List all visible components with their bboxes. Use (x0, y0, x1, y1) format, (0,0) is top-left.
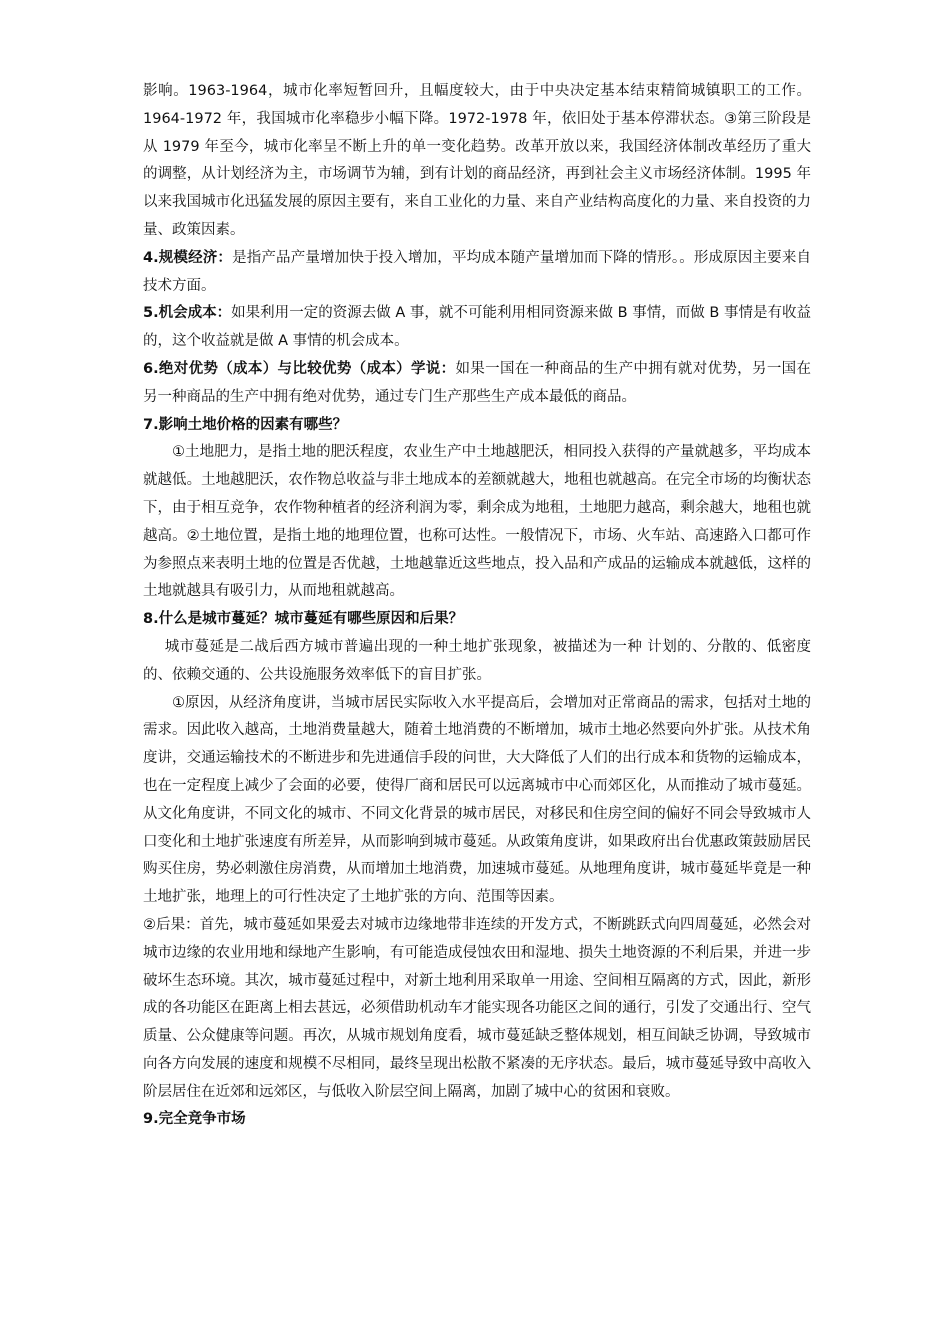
paragraph-comparative-advantage (143, 356, 811, 412)
heading-land-price-factors: 7.影响土地价格的因素有哪些？ (143, 416, 348, 433)
paragraph-urban-sprawl-causes: ①原因，从经济角度讲，当城市居民实际收入水平提高后，会增加对正常商品的需求，包括对土地的需求。因此收入越高，土地消费量越大，随着土地消费的不断增加，城市土地必然要向外扩张。从技术角度讲，交通运输技术的不断进步和先进通信手段的问世，大大降低了人们的出行成本和货物的运输成本，也在一定程度上减少了会面的必要，使得厂商和居民可以远离城市中心而郊区化，从而推动了城市蔓延。从文化角度讲，不同文化的城市、不同文化背景的城市居民，对移民和住房空间的偏好不同会导致城市人口变化和土地扩张速度有所差异，从而影响到城市蔓延。从政策角度讲，如果政府出台优惠政策鼓励居民购买住房，势必刺激住房消费，从而增加土地消费，加速城市蔓延。从地理角度讲，城市蔓延毕竟是一种土地扩张，地理上的可行性决定了土地扩张的方向、范围等因素。 (143, 694, 811, 906)
paragraph-urban-sprawl-consequences: ②后果：首先，城市蔓延如果爱去对城市边缘地带非连续的开发方式，不断跳跃式向四周蔓延，必然会对城市边缘的农业用地和绿地产生影响，有可能造成侵蚀农田和湿地、损失土地资源的不利后果，并进一步破坏生态环境。其次，城市蔓延过程中，对新土地利用采取单一用途、空间相互隔离的方式，因此，新形成的各功能区在距离上相去甚远，必须借助机动车才能实现各功能区之间的通行，引发了交通出行、空气质量、公众健康等问题。再次，从城市规划角度看，城市蔓延缺乏整体规划，相互间缺乏协调，导致城市向各方向发展的速度和规模不尽相同，最终呈现出松散不紧凑的无序状态。最后，城市蔓延导致中高收入阶层居住在近郊和远郊区，与低收入阶层空间上隔离，加剧了城中心的贫困和衰败。 (143, 916, 811, 1100)
paragraph-opportunity-cost (143, 300, 811, 356)
paragraph-urbanization-stages: 影响。1963-1964，城市化率短暂回升，且幅度较大，由于中央决定基本结束精简城镇职工的工作。1964-1972 年，我国城市化率稳步小幅下降。1972-1978 年，依旧处于基本停滞状态。③第三阶段是从 1979 年至今，城市化率呈不断上升的单一变化趋势。改革开放以来，我国经济体制改革经历了重大的调整，从计划经济为主，市场调节为辅，到有计划的商品经济，再到社会主义市场经济体制。1995 年以来我国城市化迅猛发展的原因主要有，来自工业化的力量、来自产业结构高度化的力量、来自投资的力量、政策因素。 (143, 83, 811, 238)
paragraph-economies-of-scale (143, 245, 811, 301)
document-page (143, 78, 811, 1134)
definition-opportunity-cost: 如果利用一定的资源去做 A 事，就不可能利用相同资源来做 B 事情，而做 B 事情是有收益的，这个收益就是做 A 事情的机会成本。 (143, 305, 811, 350)
term-opportunity-cost: 5.机会成本： (143, 305, 232, 322)
heading-perfect-competition: 9.完全竞争市场 (143, 1111, 246, 1128)
term-economies-of-scale: 4.规模经济： (143, 249, 233, 266)
heading-urban-sprawl: 8.什么是城市蔓延？城市蔓延有哪些原因和后果？ (143, 611, 464, 628)
paragraph-urban-sprawl-definition: 城市蔓延是二战后西方城市普遍出现的一种土地扩张现象，被描述为一种 计划的、分散的、低密度的、依赖交通的、公共设施服务效率低下的盲目扩张。 (143, 638, 811, 683)
paragraph-land-price-factors: ①土地肥力，是指土地的肥沃程度，农业生产中土地越肥沃，相同投入获得的产量就越多，平均成本就越低。土地越肥沃，农作物总收益与非土地成本的差额就越大，地租也就越高。在完全市场的均衡状态下，由于相互竞争，农作物种植者的经济利润为零，剩余成为地租，土地肥力越高，剩余越大，地租也就越高。②土地位置，是指土地的地理位置，也称可达性。一般情况下，市场、火车站、高速路入口都可作为参照点来表明土地的位置是否优越，土地越靠近这些地点，投入品和产成品的运输成本就越低，这样的土地就越具有吸引力，从而地租就越高。 (143, 444, 811, 600)
term-comparative-advantage: 6.绝对优势（成本）与比较优势（成本）学说： (143, 360, 456, 377)
definition-economies-of-scale: 是指产品产量增加快于投入增加，平均成本随产量增加而下降的情形。。形成原因主要来自技术方面。 (143, 249, 811, 294)
definition-comparative-advantage: 如果一国在一种商品的生产中拥有就对优势，另一国在另一种商品的生产中拥有绝对优势，通过专门生产那些生产成本最低的商品。 (143, 360, 811, 405)
